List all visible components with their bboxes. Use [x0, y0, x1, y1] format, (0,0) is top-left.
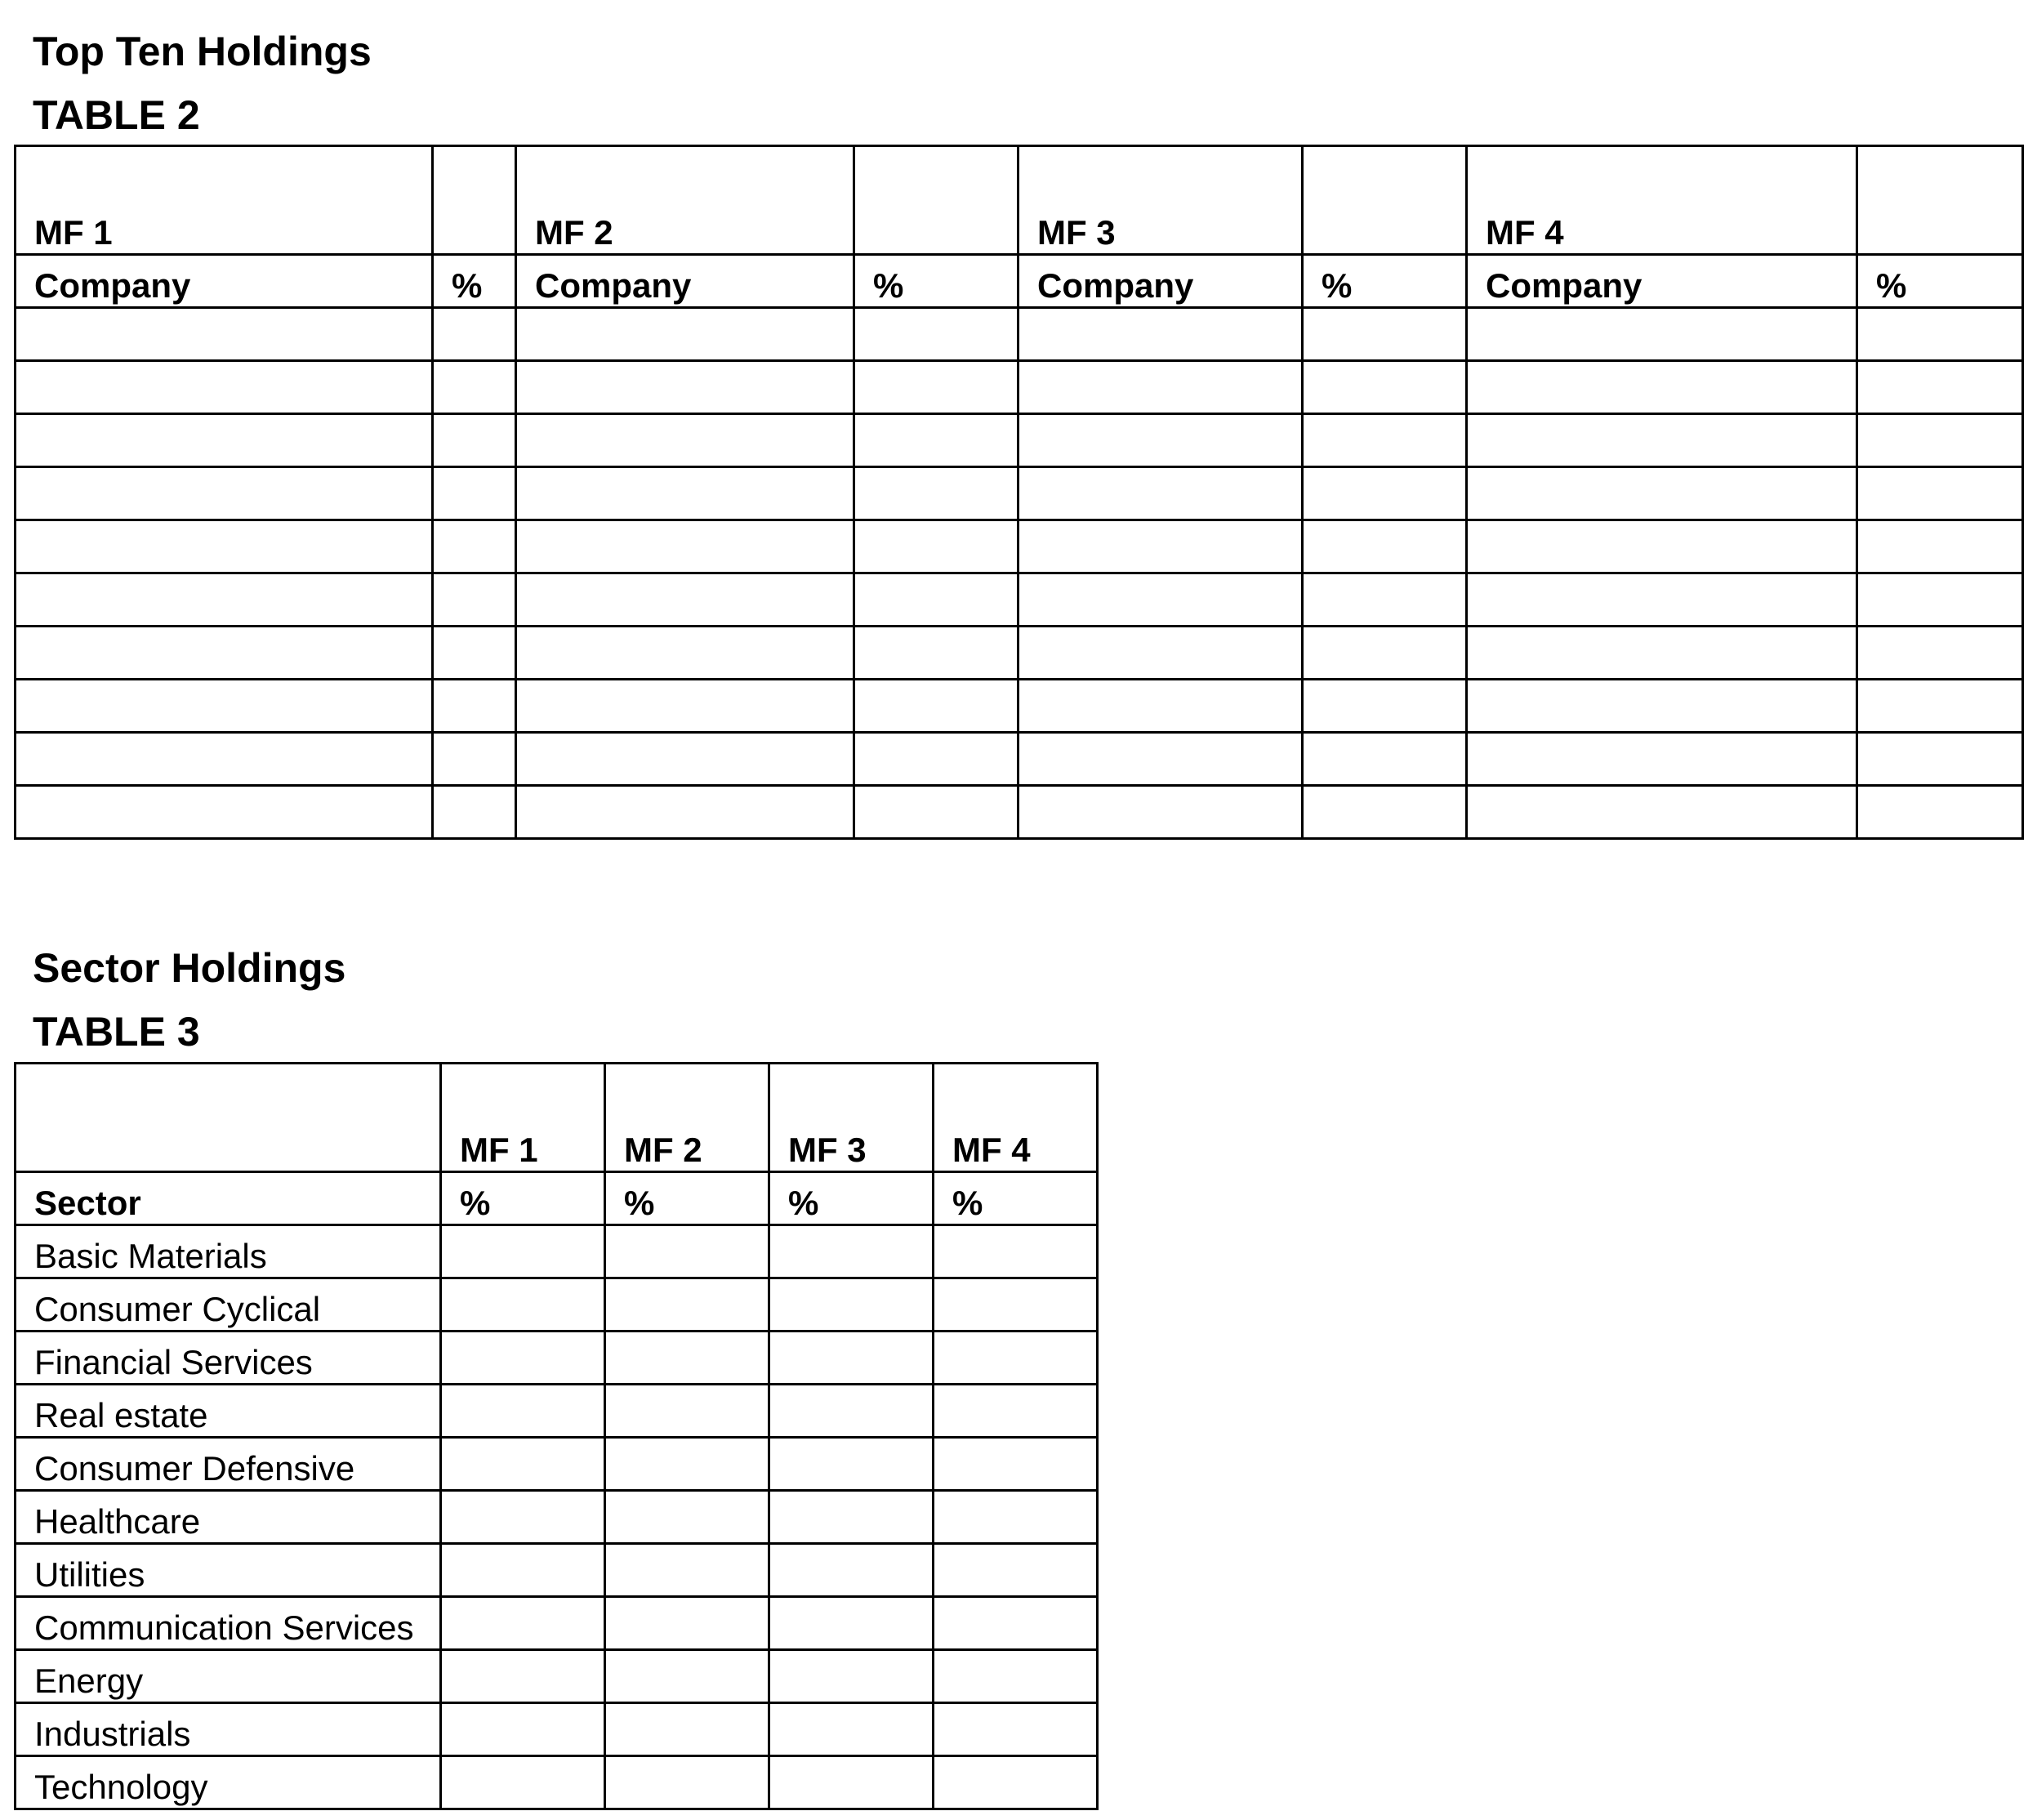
percent-cell[interactable] — [1303, 627, 1467, 680]
table3-fund-header: MF 3 — [769, 1064, 934, 1172]
percent-cell[interactable] — [441, 1597, 605, 1650]
table2-fund-header: MF 4 — [1467, 146, 1857, 255]
percent-cell[interactable] — [441, 1650, 605, 1703]
table-row — [16, 361, 2023, 414]
table-row — [16, 414, 2023, 467]
table2-blank-cell — [433, 146, 516, 255]
table3-fund-header-row — [16, 1064, 1098, 1172]
percent-cell[interactable] — [441, 1544, 605, 1597]
percent-cell[interactable] — [605, 1385, 769, 1438]
percent-cell[interactable] — [769, 1756, 934, 1809]
percent-cell[interactable] — [854, 680, 1018, 733]
company-cell[interactable] — [1467, 733, 1857, 786]
percent-cell[interactable] — [605, 1756, 769, 1809]
table-row — [16, 1597, 1098, 1650]
company-cell[interactable] — [1018, 414, 1303, 467]
sector-name-cell: Technology — [16, 1756, 441, 1809]
sector-holdings-table — [14, 1062, 1099, 1810]
percent-cell[interactable] — [934, 1756, 1098, 1809]
table-row — [16, 1225, 1098, 1278]
percent-column-header: % — [605, 1172, 769, 1225]
percent-cell[interactable] — [854, 786, 1018, 839]
company-cell[interactable] — [1467, 361, 1857, 414]
table3-body — [16, 1225, 1098, 1809]
company-cell[interactable] — [1467, 520, 1857, 573]
company-cell[interactable] — [1467, 308, 1857, 361]
percent-cell[interactable] — [854, 467, 1018, 520]
percent-cell[interactable] — [605, 1650, 769, 1703]
company-cell[interactable] — [1018, 467, 1303, 520]
percent-cell[interactable] — [1303, 733, 1467, 786]
percent-cell[interactable] — [1303, 308, 1467, 361]
percent-cell[interactable] — [1303, 680, 1467, 733]
percent-cell[interactable] — [433, 520, 516, 573]
percent-cell[interactable] — [769, 1332, 934, 1385]
percent-cell[interactable] — [1857, 680, 2023, 733]
percent-cell[interactable] — [934, 1650, 1098, 1703]
percent-cell[interactable] — [605, 1278, 769, 1332]
percent-cell[interactable] — [1303, 361, 1467, 414]
percent-cell[interactable] — [854, 573, 1018, 627]
percent-cell[interactable] — [433, 680, 516, 733]
percent-cell[interactable] — [441, 1491, 605, 1544]
percent-cell[interactable] — [769, 1385, 934, 1438]
percent-cell[interactable] — [605, 1332, 769, 1385]
table2-label: TABLE 2 — [33, 92, 200, 138]
company-cell[interactable] — [16, 308, 433, 361]
company-column-header: Company — [516, 255, 854, 308]
percent-cell[interactable] — [934, 1278, 1098, 1332]
percent-cell[interactable] — [1857, 308, 2023, 361]
company-cell[interactable] — [16, 520, 433, 573]
percent-cell[interactable] — [433, 308, 516, 361]
table-row — [16, 308, 2023, 361]
table3-fund-header: MF 4 — [934, 1064, 1098, 1172]
percent-cell[interactable] — [934, 1225, 1098, 1278]
percent-cell[interactable] — [854, 361, 1018, 414]
percent-cell[interactable] — [769, 1597, 934, 1650]
percent-cell[interactable] — [433, 414, 516, 467]
company-column-header: Company — [16, 255, 433, 308]
table-row — [16, 1332, 1098, 1385]
percent-cell[interactable] — [441, 1756, 605, 1809]
table-row — [16, 1544, 1098, 1597]
table3-blank-cell — [16, 1064, 441, 1172]
percent-cell[interactable] — [934, 1544, 1098, 1597]
company-cell[interactable] — [516, 414, 854, 467]
percent-cell[interactable] — [441, 1703, 605, 1756]
percent-cell[interactable] — [854, 627, 1018, 680]
table3-fund-header: MF 2 — [605, 1064, 769, 1172]
sector-name-cell: Basic Materials — [16, 1225, 441, 1278]
percent-cell[interactable] — [769, 1703, 934, 1756]
company-cell[interactable] — [516, 361, 854, 414]
percent-cell[interactable] — [854, 414, 1018, 467]
table3-fund-header: MF 1 — [441, 1064, 605, 1172]
company-cell[interactable] — [1018, 573, 1303, 627]
percent-cell[interactable] — [1857, 786, 2023, 839]
percent-cell[interactable] — [1303, 414, 1467, 467]
percent-cell[interactable] — [605, 1703, 769, 1756]
sector-column-header: Sector — [16, 1172, 441, 1225]
percent-cell[interactable] — [934, 1385, 1098, 1438]
table2-blank-cell — [1303, 146, 1467, 255]
percent-cell[interactable] — [433, 627, 516, 680]
percent-column-header: % — [934, 1172, 1098, 1225]
percent-cell[interactable] — [1857, 414, 2023, 467]
company-cell[interactable] — [1018, 308, 1303, 361]
percent-cell[interactable] — [605, 1597, 769, 1650]
percent-cell[interactable] — [605, 1225, 769, 1278]
table-row — [16, 1703, 1098, 1756]
percent-cell[interactable] — [769, 1225, 934, 1278]
sector-name-cell: Real estate — [16, 1385, 441, 1438]
table-row — [16, 1278, 1098, 1332]
percent-cell[interactable] — [769, 1544, 934, 1597]
company-cell[interactable] — [1018, 361, 1303, 414]
percent-cell[interactable] — [441, 1438, 605, 1491]
percent-cell[interactable] — [769, 1278, 934, 1332]
sector-name-cell: Utilities — [16, 1544, 441, 1597]
percent-cell[interactable] — [433, 733, 516, 786]
percent-cell[interactable] — [605, 1544, 769, 1597]
percent-column-header: % — [769, 1172, 934, 1225]
percent-cell[interactable] — [605, 1491, 769, 1544]
table2-fund-header: MF 1 — [16, 146, 433, 255]
company-cell[interactable] — [1467, 680, 1857, 733]
table2-column-header-row — [16, 255, 2023, 308]
percent-column-header: % — [854, 255, 1018, 308]
table-row — [16, 573, 2023, 627]
table-row — [16, 467, 2023, 520]
percent-cell[interactable] — [934, 1491, 1098, 1544]
table-row — [16, 1756, 1098, 1809]
company-cell[interactable] — [1018, 786, 1303, 839]
table-row — [16, 680, 2023, 733]
company-cell[interactable] — [516, 680, 854, 733]
table2-fund-header-row — [16, 146, 2023, 255]
table2-blank-cell — [1857, 146, 2023, 255]
company-cell[interactable] — [1018, 680, 1303, 733]
percent-column-header: % — [441, 1172, 605, 1225]
percent-cell[interactable] — [934, 1438, 1098, 1491]
percent-cell[interactable] — [433, 786, 516, 839]
table2-body — [16, 308, 2023, 839]
percent-cell[interactable] — [934, 1703, 1098, 1756]
table3-column-header-row — [16, 1172, 1098, 1225]
percent-cell[interactable] — [934, 1332, 1098, 1385]
table3-label: TABLE 3 — [33, 1009, 200, 1055]
percent-cell[interactable] — [934, 1597, 1098, 1650]
table-row — [16, 1438, 1098, 1491]
table3-title: Sector Holdings — [33, 945, 346, 991]
company-cell[interactable] — [1467, 627, 1857, 680]
percent-cell[interactable] — [769, 1650, 934, 1703]
percent-column-header: % — [1857, 255, 2023, 308]
percent-cell[interactable] — [854, 520, 1018, 573]
company-cell[interactable] — [516, 627, 854, 680]
sector-name-cell: Financial Services — [16, 1332, 441, 1385]
percent-cell[interactable] — [1857, 467, 2023, 520]
percent-cell[interactable] — [1857, 361, 2023, 414]
table2-blank-cell — [854, 146, 1018, 255]
company-cell[interactable] — [1018, 520, 1303, 573]
percent-cell[interactable] — [433, 361, 516, 414]
table-row — [16, 1385, 1098, 1438]
percent-cell[interactable] — [1857, 627, 2023, 680]
sector-name-cell: Industrials — [16, 1703, 441, 1756]
percent-cell[interactable] — [441, 1225, 605, 1278]
company-cell[interactable] — [16, 361, 433, 414]
percent-cell[interactable] — [433, 467, 516, 520]
sector-name-cell: Communication Services — [16, 1597, 441, 1650]
percent-cell[interactable] — [769, 1491, 934, 1544]
table2-fund-header: MF 2 — [516, 146, 854, 255]
percent-cell[interactable] — [441, 1332, 605, 1385]
company-cell[interactable] — [1018, 627, 1303, 680]
percent-cell[interactable] — [854, 733, 1018, 786]
sector-name-cell: Healthcare — [16, 1491, 441, 1544]
table2-fund-header: MF 3 — [1018, 146, 1303, 255]
company-column-header: Company — [1467, 255, 1857, 308]
company-cell[interactable] — [1467, 573, 1857, 627]
percent-cell[interactable] — [854, 308, 1018, 361]
percent-cell[interactable] — [1303, 467, 1467, 520]
company-cell[interactable] — [516, 733, 854, 786]
company-cell[interactable] — [16, 467, 433, 520]
company-cell[interactable] — [516, 573, 854, 627]
company-cell[interactable] — [1467, 414, 1857, 467]
percent-column-header: % — [433, 255, 516, 308]
company-cell[interactable] — [516, 467, 854, 520]
sector-name-cell: Consumer Cyclical — [16, 1278, 441, 1332]
company-cell[interactable] — [16, 786, 433, 839]
percent-column-header: % — [1303, 255, 1467, 308]
percent-cell[interactable] — [1303, 786, 1467, 839]
percent-cell[interactable] — [1303, 573, 1467, 627]
table-row — [16, 786, 2023, 839]
percent-cell[interactable] — [433, 573, 516, 627]
table-row — [16, 627, 2023, 680]
company-cell[interactable] — [1467, 467, 1857, 520]
company-cell[interactable] — [516, 520, 854, 573]
company-cell[interactable] — [16, 680, 433, 733]
percent-cell[interactable] — [605, 1438, 769, 1491]
company-cell[interactable] — [1018, 733, 1303, 786]
percent-cell[interactable] — [1857, 573, 2023, 627]
sector-name-cell: Consumer Defensive — [16, 1438, 441, 1491]
company-cell[interactable] — [516, 786, 854, 839]
percent-cell[interactable] — [1857, 520, 2023, 573]
percent-cell[interactable] — [1857, 733, 2023, 786]
percent-cell[interactable] — [441, 1385, 605, 1438]
company-cell[interactable] — [16, 733, 433, 786]
percent-cell[interactable] — [441, 1278, 605, 1332]
top-ten-holdings-table — [14, 145, 2024, 840]
table-row — [16, 733, 2023, 786]
percent-cell[interactable] — [1303, 520, 1467, 573]
sector-name-cell: Energy — [16, 1650, 441, 1703]
table-row — [16, 1491, 1098, 1544]
percent-cell[interactable] — [769, 1438, 934, 1491]
company-cell[interactable] — [16, 573, 433, 627]
company-column-header: Company — [1018, 255, 1303, 308]
table2-title: Top Ten Holdings — [33, 29, 372, 74]
company-cell[interactable] — [16, 627, 433, 680]
company-cell[interactable] — [16, 414, 433, 467]
table-row — [16, 520, 2023, 573]
table-row — [16, 1650, 1098, 1703]
company-cell[interactable] — [516, 308, 854, 361]
company-cell[interactable] — [1467, 786, 1857, 839]
